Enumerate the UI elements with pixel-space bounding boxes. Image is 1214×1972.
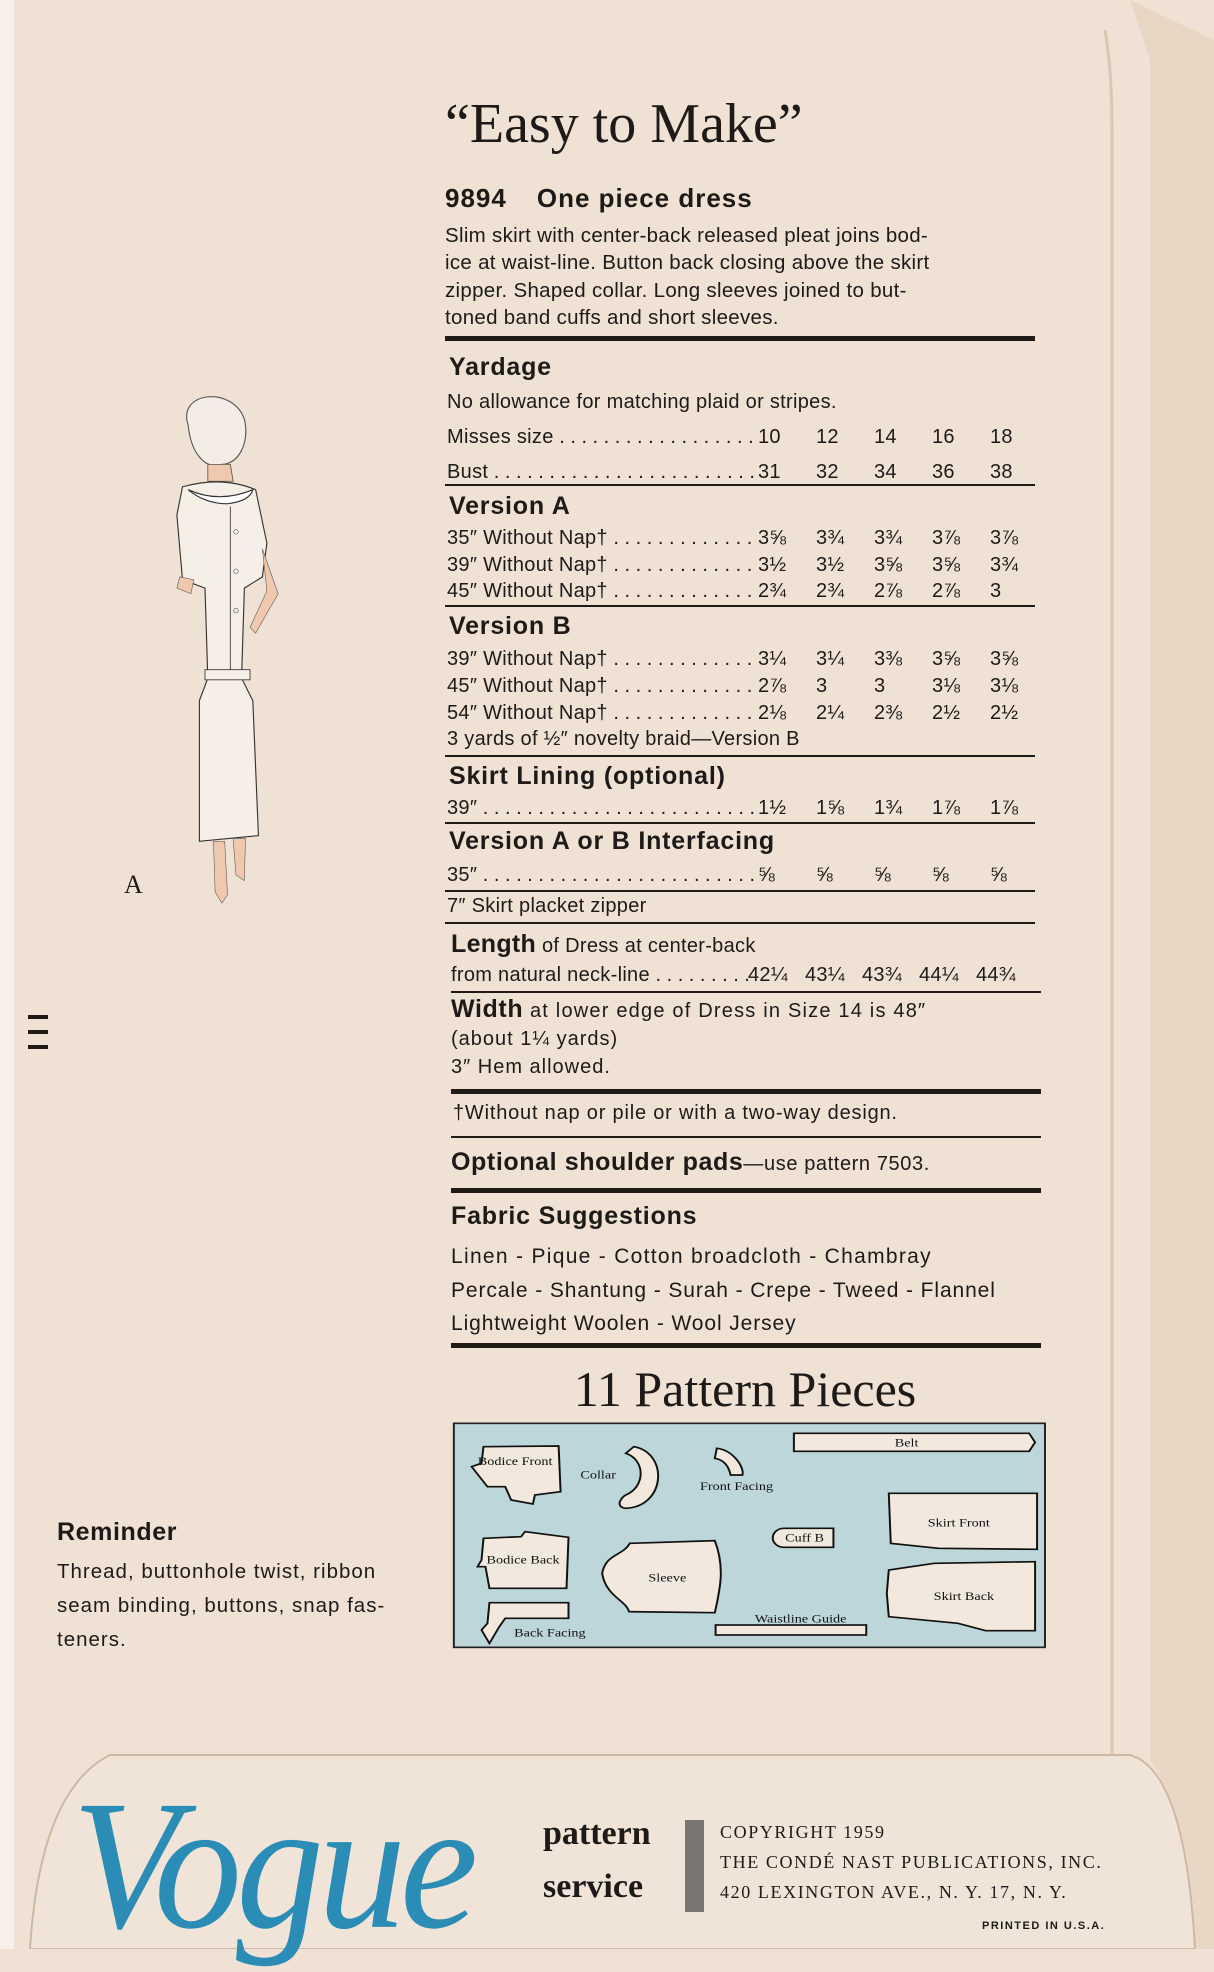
size-value: 3⅜ [874,648,903,670]
length-title: Length [451,930,537,958]
size-value: 3½ [816,554,845,576]
divider [445,890,1035,892]
fabric-list [451,1240,1043,1341]
size-value: 2¾ [816,580,845,602]
yardage-row [447,699,1035,727]
reminder-line: teners. [57,1628,127,1651]
size-value: 3¾ [874,527,903,549]
style-number: 9894 [445,183,507,213]
yardage-note: No allowance for matching plaid or stripes. [447,391,837,413]
piece-label: Skirt Front [927,1515,990,1530]
row-label: Misses size . . . [447,423,758,451]
size-value: 3⅛ [932,675,961,697]
skirt-lining-row [447,794,1035,822]
size-value: 10 [758,426,781,448]
row-label: 35″ Without Nap† . . . [447,524,758,552]
length-row [451,961,1035,989]
size-value: 3 [990,580,1002,602]
size-value: 1⅝ [816,797,845,819]
size-value: ⅝ [758,864,775,886]
service-word: service [543,1868,644,1905]
divider [451,991,1041,993]
divider [445,755,1035,757]
piece-label: Skirt Back [933,1589,995,1603]
braid-note: 3 yards of ½″ novelty braid—Version B [447,728,800,750]
size-value: 3¾ [816,527,845,549]
address-text: 420 LEXINGTON AVE., N. Y. 17, N. Y. [720,1882,1068,1902]
divider [445,336,1035,341]
row-label: 39″ Without Nap† . . . [447,645,758,673]
divider [451,1343,1041,1348]
page-title: “Easy to Make” [445,93,803,155]
piece-label: Sleeve [648,1570,687,1585]
bust-row [447,458,1035,486]
size-value: 31 [758,461,781,483]
size-value: 32 [816,461,839,483]
divider [445,922,1035,924]
divider [451,1136,1041,1138]
row-label: 45″ Without Nap† . . . [447,672,758,700]
description-line: zipper. Shaped collar. Long sleeves joined to but- [445,278,907,302]
size-value: 18 [990,426,1013,448]
sizes-row [447,423,1035,451]
description-line: toned band cuffs and short sleeves. [445,306,779,330]
size-value: 3¾ [990,554,1019,576]
piece-label: Collar [580,1467,616,1482]
dress-illustration [115,385,295,915]
size-value: 3⅝ [932,554,961,576]
size-value: 3½ [758,554,787,576]
size-value: 36 [932,461,955,483]
width-desc: at lower edge of Dress in Size 14 is 48″ [529,1000,927,1022]
size-value: 2¼ [816,702,845,724]
description-line: ice at waist-line. Button back closing above the skirt [445,251,930,275]
piece-label: Bodice Front [477,1454,553,1468]
zipper-note: 7″ Skirt placket zipper [447,895,647,917]
size-value: 2⅞ [932,580,961,602]
size-value: 3¼ [816,648,845,670]
size-value: 3 [874,675,886,697]
reminder-line: seam binding, buttons, snap fas- [57,1594,386,1617]
size-value: 34 [874,461,897,483]
size-value: 44¼ [919,964,959,986]
size-value: 38 [990,461,1013,483]
row-label: Bust . . . [447,458,758,486]
view-label: A [124,870,143,899]
version-a-heading: Version A [449,492,571,520]
pattern-pieces-diagram [440,1410,1060,1660]
size-value: 42¼ [748,964,788,986]
size-value: 1⅞ [932,797,961,819]
size-value: 16 [932,426,955,448]
description-line: Slim skirt with center-back released pleat joins bod- [445,224,929,247]
piece-label: Waistline Guide [754,1611,847,1626]
size-value: 1¾ [874,797,903,819]
size-value: 2½ [990,702,1019,724]
style-heading [445,183,783,214]
row-label: 35″ . . . [447,861,758,889]
style-name: One piece dress [536,183,753,213]
pattern-word: pattern [543,1815,651,1852]
divider [445,605,1035,607]
size-value: 1½ [758,797,787,819]
version-b-heading: Version B [449,612,572,640]
fabric-line: Percale - Shantung - Surah - Crepe - Tweed - Flannel [451,1278,996,1302]
size-value: ⅝ [932,864,949,886]
size-value: 3⅝ [874,554,903,576]
size-value: 2⅞ [874,580,903,602]
size-value: 14 [874,426,897,448]
size-value: 3⅞ [932,527,961,549]
yardage-row [447,672,1035,700]
width-heading [451,995,1041,1024]
size-value: 2½ [932,702,961,724]
piece-label: Bodice Back [486,1552,560,1567]
yardage-row [447,524,1035,552]
row-label: 39″ Without Nap† . . . [447,551,758,579]
reminder-line: Thread, buttonhole twist, ribbon [57,1560,377,1583]
size-value: 2¾ [758,580,787,602]
reminder-text [57,1555,437,1657]
piece-label: Cuff B [785,1530,825,1545]
row-label: 45″ Without Nap† . . . [447,577,758,605]
row-label: 39″ . . . [447,794,758,822]
divider [451,1089,1041,1094]
yardage-row [447,577,1035,605]
size-value: 1⅞ [990,797,1019,819]
shoulder-pads-title: Optional shoulder pads [451,1148,744,1176]
copyright-text: COPYRIGHT 1959 [720,1822,886,1842]
length-desc: of Dress at center-back [541,935,756,957]
size-value: 43¾ [862,964,902,986]
size-value: ⅝ [990,864,1007,886]
shoulder-pads-desc: —use pattern 7503. [743,1153,930,1175]
size-value: 3⅝ [990,648,1019,670]
divider [445,822,1035,824]
skirt-lining-heading: Skirt Lining (optional) [449,762,726,790]
vogue-logo: Vogue [72,1763,473,1968]
shoulder-pads-note [451,1148,930,1177]
piece-label: Belt [894,1435,919,1450]
fabric-line: Lightweight Woolen - Wool Jersey [451,1312,797,1335]
interfacing-row [447,861,1035,889]
size-value: 2⅞ [758,675,787,697]
size-value: 3⅞ [990,527,1019,549]
width-line: (about 1¼ yards) [451,1028,619,1050]
piece-label: Back Facing [514,1625,586,1640]
size-value: 2⅜ [874,702,903,724]
nap-footnote: †Without nap or pile or with a two-way design. [453,1102,898,1124]
width-title: Width [451,995,524,1023]
size-value: 2⅛ [758,702,787,724]
reminder-heading: Reminder [57,1518,178,1546]
row-label: 54″ Without Nap† . . . [447,699,758,727]
yardage-heading: Yardage [449,353,552,381]
hem-note: 3″ Hem allowed. [451,1056,611,1078]
size-value: ⅝ [874,864,891,886]
size-value: 3⅝ [932,648,961,670]
size-value: 3⅛ [990,675,1019,697]
waistline-guide-piece [716,1625,867,1635]
yardage-row [447,645,1035,673]
footer-separator-bar [685,1820,704,1912]
pattern-pieces-title: 11 Pattern Pieces [573,1361,917,1417]
size-value: 43¼ [805,964,845,986]
size-value: 3¼ [758,648,787,670]
fabric-line: Linen - Pique - Cotton broadcloth - Chambray [451,1245,932,1268]
style-description [445,222,1037,332]
publisher-text: THE CONDÉ NAST PUBLICATIONS, INC. [720,1852,1103,1872]
piece-label: Front Facing [700,1479,774,1493]
fabric-heading: Fabric Suggestions [451,1202,698,1230]
interfacing-heading: Version A or B Interfacing [449,827,775,855]
size-value: 3⅝ [758,527,787,549]
yardage-row [447,551,1035,579]
size-value: 12 [816,426,839,448]
length-heading [451,930,756,959]
row-label: from natural neck-line . . . [451,961,748,989]
size-value: 3 [816,675,828,697]
size-value: 44¾ [976,964,1016,986]
size-value: ⅝ [816,864,833,886]
divider [451,1188,1041,1193]
printed-in-usa: PRINTED IN U.S.A. [982,1920,1106,1932]
